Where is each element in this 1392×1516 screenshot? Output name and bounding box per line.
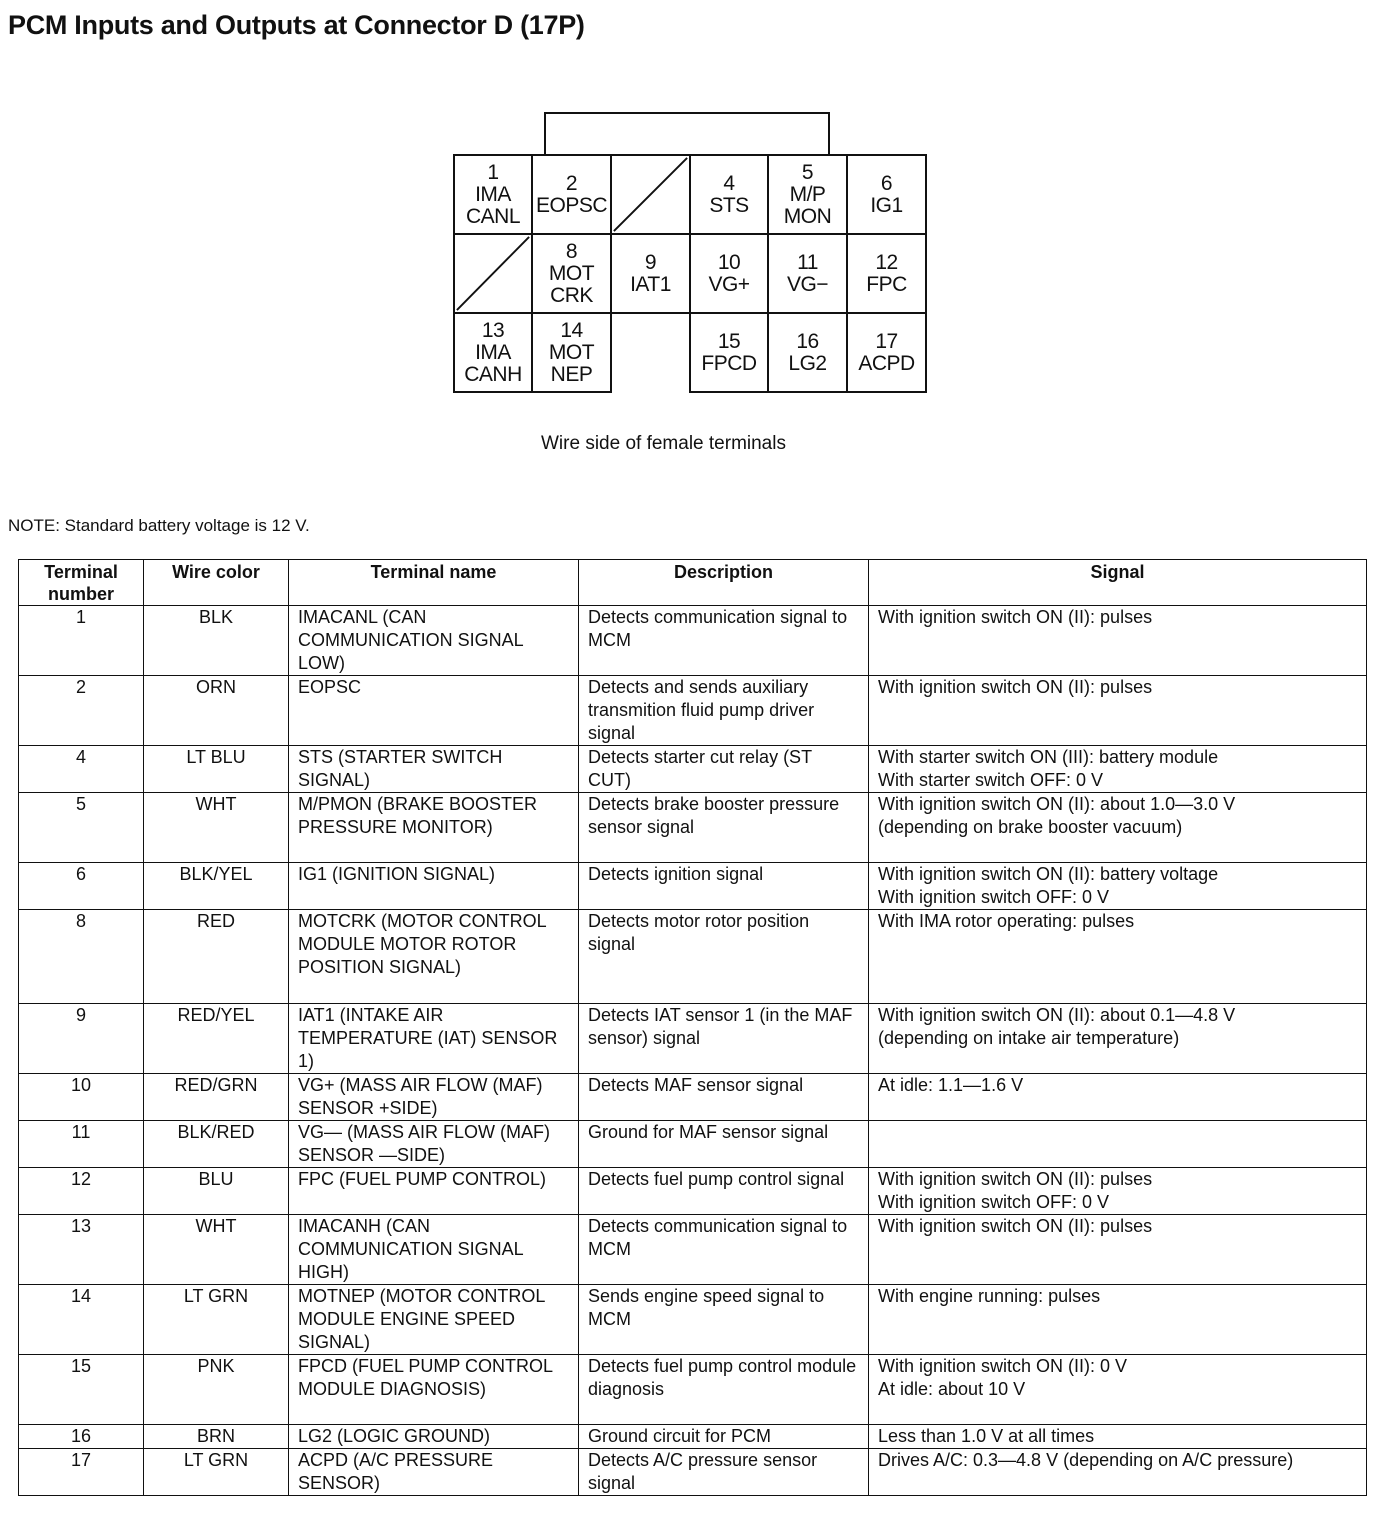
cell-description: Detects motor rotor position signal — [579, 910, 869, 1004]
cell-description: Detects fuel pump control signal — [579, 1168, 869, 1215]
cell-wire-color: WHT — [144, 793, 289, 863]
cell-terminal-name: M/PMON (BRAKE BOOSTER PRESSURE MONITOR) — [289, 793, 579, 863]
cell-signal: Less than 1.0 V at all times — [869, 1425, 1367, 1449]
cell-terminal-number: 12 — [19, 1168, 144, 1215]
cell-terminal-number: 4 — [19, 746, 144, 793]
cell-description: Ground circuit for PCM — [579, 1425, 869, 1449]
pin-label: MOT NEP — [548, 340, 595, 386]
header-wire-color: Wire color — [144, 560, 289, 606]
table-row — [19, 1121, 1367, 1168]
cell-terminal-name: ACPD (A/C PRESSURE SENSOR) — [289, 1449, 579, 1496]
cell-description: Detects ignition signal — [579, 863, 869, 910]
cell-terminal-number: 5 — [19, 793, 144, 863]
unused-slash-icon — [612, 156, 689, 233]
cell-signal: With starter switch ON (III): battery module With starter switch OFF: 0 V — [869, 746, 1367, 793]
cell-description: Detects fuel pump control module diagnosis — [579, 1355, 869, 1425]
pin-15 — [689, 312, 769, 393]
cell-description: Ground for MAF sensor signal — [579, 1121, 869, 1168]
voltage-note: NOTE: Standard battery voltage is 12 V. — [8, 516, 310, 535]
table-row — [19, 1074, 1367, 1121]
pin-12 — [846, 233, 927, 314]
cell-terminal-number: 11 — [19, 1121, 144, 1168]
pin-2 — [531, 154, 612, 235]
cell-terminal-name: IAT1 (INTAKE AIR TEMPERATURE (IAT) SENSOR 1) — [289, 1004, 579, 1074]
cell-signal: With ignition switch ON (II): pulses With ignition switch OFF: 0 V — [869, 1168, 1367, 1215]
pin-number: 15 — [717, 329, 741, 353]
cell-terminal-number: 15 — [19, 1355, 144, 1425]
pin-number: 1 — [487, 160, 499, 184]
pin-number: 4 — [723, 171, 735, 195]
pin-4 — [689, 154, 769, 235]
cell-wire-color: LT GRN — [144, 1449, 289, 1496]
pin-label: FPC — [866, 272, 907, 296]
cell-terminal-name: IG1 (IGNITION SIGNAL) — [289, 863, 579, 910]
cell-terminal-number: 9 — [19, 1004, 144, 1074]
cell-wire-color: RED/GRN — [144, 1074, 289, 1121]
cell-wire-color: LT GRN — [144, 1285, 289, 1355]
pin-label: IMA CANL — [465, 182, 521, 228]
table-row — [19, 606, 1367, 676]
cell-wire-color: BLU — [144, 1168, 289, 1215]
pin-number: 11 — [797, 250, 818, 274]
pin-label: FPCD — [701, 351, 757, 375]
pin-label: MOT CRK — [548, 261, 595, 307]
cell-terminal-name: MOTNEP (MOTOR CONTROL MODULE ENGINE SPEED SIGNAL) — [289, 1285, 579, 1355]
pin-3-unused — [610, 154, 691, 235]
cell-wire-color: BLK — [144, 606, 289, 676]
header-terminal-name: Terminal name — [289, 560, 579, 606]
pin-7-unused — [453, 233, 533, 314]
cell-terminal-name: IMACANH (CAN COMMUNICATION SIGNAL HIGH) — [289, 1215, 579, 1285]
table-row — [19, 910, 1367, 1004]
cell-terminal-name: MOTCRK (MOTOR CONTROL MODULE MOTOR ROTOR POSITION SIGNAL) — [289, 910, 579, 1004]
table-row — [19, 1168, 1367, 1215]
cell-wire-color: BRN — [144, 1425, 289, 1449]
page-title: PCM Inputs and Outputs at Connector D (17P) — [8, 10, 585, 40]
cell-description: Detects and sends auxiliary transmition fluid pump driver signal — [579, 676, 869, 746]
cell-signal: With engine running: pulses — [869, 1285, 1367, 1355]
pin-label: IAT1 — [630, 272, 671, 296]
pin-6 — [846, 154, 927, 235]
cell-description: Detects communication signal to MCM — [579, 1215, 869, 1285]
cell-signal: With ignition switch ON (II): about 1.0—3.0 V (depending on brake booster vacuum) — [869, 793, 1367, 863]
table-row — [19, 1425, 1367, 1449]
cell-wire-color: ORN — [144, 676, 289, 746]
cell-terminal-number: 17 — [19, 1449, 144, 1496]
cell-terminal-number: 16 — [19, 1425, 144, 1449]
cell-terminal-name: FPC (FUEL PUMP CONTROL) — [289, 1168, 579, 1215]
cell-terminal-name: STS (STARTER SWITCH SIGNAL) — [289, 746, 579, 793]
pin-number: 14 — [560, 318, 583, 342]
pin-label: VG− — [786, 272, 829, 296]
table-row — [19, 793, 1367, 863]
pinout-table — [18, 559, 1367, 1496]
cell-description: Sends engine speed signal to MCM — [579, 1285, 869, 1355]
pin-5 — [767, 154, 848, 235]
cell-description: Detects brake booster pressure sensor signal — [579, 793, 869, 863]
cell-terminal-name: VG+ (MASS AIR FLOW (MAF) SENSOR +SIDE) — [289, 1074, 579, 1121]
cell-terminal-name: IMACANL (CAN COMMUNICATION SIGNAL LOW) — [289, 606, 579, 676]
cell-description: Detects starter cut relay (ST CUT) — [579, 746, 869, 793]
header-description: Description — [579, 560, 869, 606]
cell-wire-color: BLK/RED — [144, 1121, 289, 1168]
pin-label: STS — [709, 193, 749, 217]
cell-signal: With ignition switch ON (II): pulses — [869, 676, 1367, 746]
table-row — [19, 746, 1367, 793]
cell-terminal-number: 1 — [19, 606, 144, 676]
pin-number: 13 — [481, 318, 505, 342]
cell-terminal-number: 6 — [19, 863, 144, 910]
pin-number: 17 — [875, 329, 898, 353]
pin-11 — [767, 233, 848, 314]
cell-wire-color: RED — [144, 910, 289, 1004]
cell-terminal-name: FPCD (FUEL PUMP CONTROL MODULE DIAGNOSIS) — [289, 1355, 579, 1425]
cell-signal: With ignition switch ON (II): pulses — [869, 606, 1367, 676]
pin-label: VG+ — [708, 272, 750, 296]
cell-signal — [869, 1121, 1367, 1168]
table-header-row — [19, 560, 1367, 606]
cell-signal: With IMA rotor operating: pulses — [869, 910, 1367, 1004]
pin-number: 10 — [717, 250, 741, 274]
pin-label: IMA CANH — [464, 340, 522, 386]
cell-terminal-number: 2 — [19, 676, 144, 746]
pin-number: 12 — [875, 250, 898, 274]
table-row — [19, 1004, 1367, 1074]
cell-wire-color: RED/YEL — [144, 1004, 289, 1074]
pin-number: 8 — [565, 239, 578, 263]
cell-wire-color: WHT — [144, 1215, 289, 1285]
cell-signal: At idle: 1.1—1.6 V — [869, 1074, 1367, 1121]
connector-lock-tab — [544, 112, 830, 154]
pin-number: 16 — [796, 329, 819, 353]
pin-number: 6 — [880, 171, 893, 195]
pin-1 — [453, 154, 533, 235]
pin-label: M/P MON — [783, 182, 832, 228]
pin-label: LG2 — [788, 351, 827, 375]
header-signal: Signal — [869, 560, 1367, 606]
cell-signal: With ignition switch ON (II): about 0.1—4.8 V (depending on intake air temperature) — [869, 1004, 1367, 1074]
pin-9 — [610, 233, 691, 314]
cell-terminal-name: LG2 (LOGIC GROUND) — [289, 1425, 579, 1449]
pin-label: ACPD — [858, 351, 915, 375]
pin-13 — [453, 312, 533, 393]
cell-terminal-name: VG— (MASS AIR FLOW (MAF) SENSOR —SIDE) — [289, 1121, 579, 1168]
table-row — [19, 1285, 1367, 1355]
cell-wire-color: LT BLU — [144, 746, 289, 793]
pin-17 — [846, 312, 927, 393]
table-row — [19, 676, 1367, 746]
table-row — [19, 1449, 1367, 1496]
cell-description: Detects MAF sensor signal — [579, 1074, 869, 1121]
cell-description: Detects A/C pressure sensor signal — [579, 1449, 869, 1496]
pin-14 — [531, 312, 612, 393]
pin-8 — [531, 233, 612, 314]
pin-number: 5 — [801, 160, 814, 184]
header-terminal-number: Terminal number — [19, 560, 144, 606]
pin-16 — [767, 312, 848, 393]
cell-terminal-number: 13 — [19, 1215, 144, 1285]
table-row — [19, 1215, 1367, 1285]
unused-slash-icon — [455, 235, 531, 312]
cell-description: Detects IAT sensor 1 (in the MAF sensor) signal — [579, 1004, 869, 1074]
pin-label: IG1 — [870, 193, 903, 217]
connector-caption: Wire side of female terminals — [541, 433, 786, 454]
pin-label: EOPSC — [535, 193, 608, 217]
cell-wire-color: PNK — [144, 1355, 289, 1425]
table-row — [19, 863, 1367, 910]
pin-10 — [689, 233, 769, 314]
cell-terminal-name: EOPSC — [289, 676, 579, 746]
cell-signal: With ignition switch ON (II): pulses — [869, 1215, 1367, 1285]
cell-signal: With ignition switch ON (II): battery voltage With ignition switch OFF: 0 V — [869, 863, 1367, 910]
cell-description: Detects communication signal to MCM — [579, 606, 869, 676]
cell-signal: Drives A/C: 0.3—4.8 V (depending on A/C pressure) — [869, 1449, 1367, 1496]
cell-signal: With ignition switch ON (II): 0 V At idle: about 10 V — [869, 1355, 1367, 1425]
cell-terminal-number: 8 — [19, 910, 144, 1004]
cell-wire-color: BLK/YEL — [144, 863, 289, 910]
cell-terminal-number: 10 — [19, 1074, 144, 1121]
cell-terminal-number: 14 — [19, 1285, 144, 1355]
pin-number: 2 — [565, 171, 578, 195]
table-row — [19, 1355, 1367, 1425]
pin-number: 9 — [644, 250, 657, 274]
